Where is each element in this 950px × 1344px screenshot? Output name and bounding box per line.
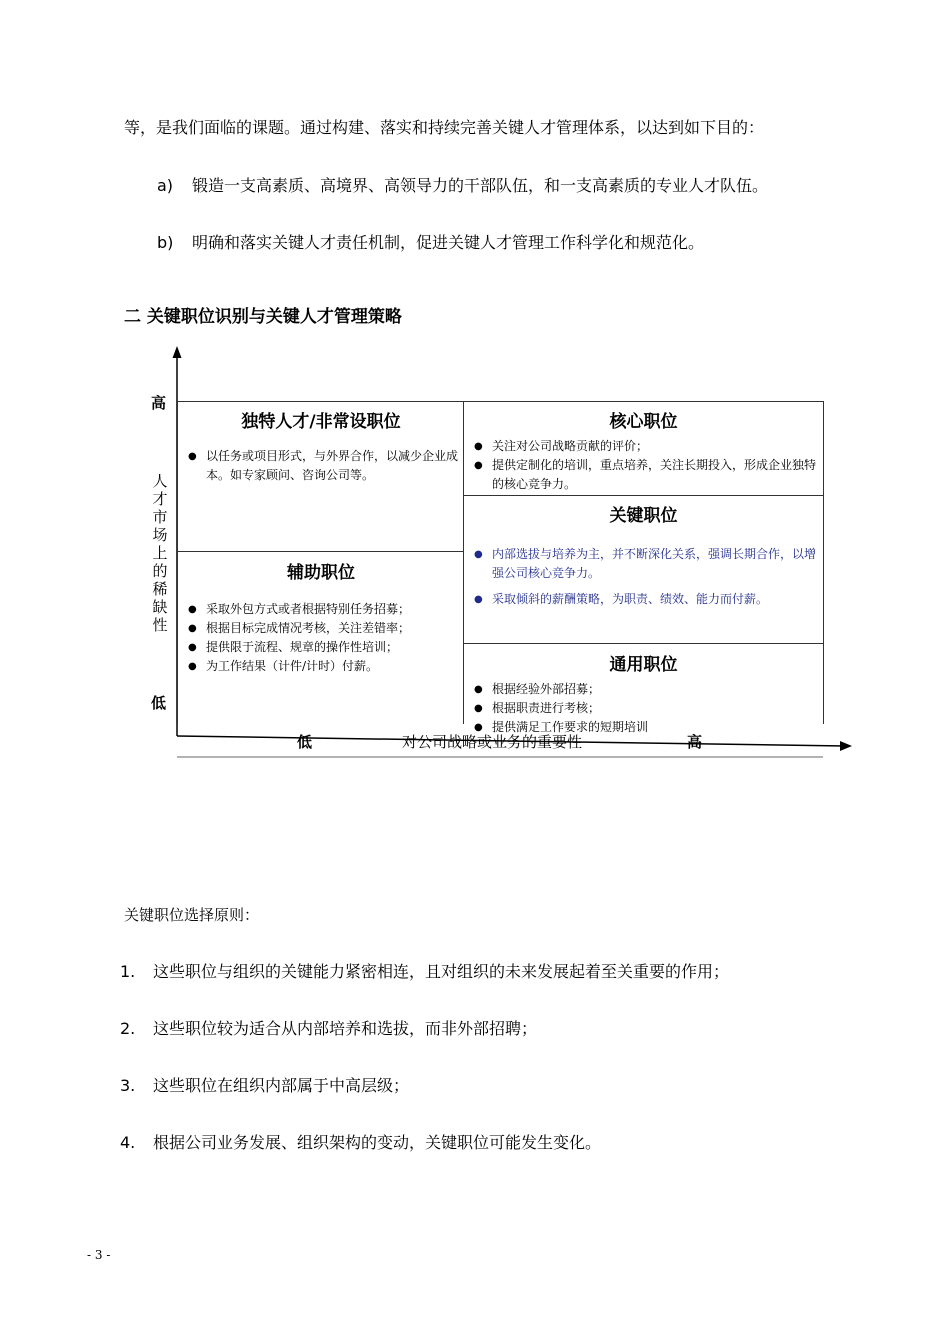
principles-title: 关键职位选择原则： (124, 906, 260, 924)
principle-1-text: 这些职位与组织的关键能力紧密相连，且对组织的未来发展起着至关重要的作用； (153, 962, 730, 981)
x-high-label: 高 (687, 733, 703, 751)
principle-1-num: 1. (120, 962, 136, 981)
y-high-label: 高 (151, 394, 167, 412)
cell-support-list (188, 600, 458, 676)
goal-b-text: 明确和落实关键人才责任机制，促进关键人才管理工作科学化和规范化。 (192, 233, 705, 252)
principle-2-text: 这些职位较为适合从内部培养和选拔，而非外部招聘； (153, 1019, 538, 1038)
section-heading: 二 关键职位识别与关键人才管理策略 (124, 307, 402, 327)
cell-support-title: 辅助职位 (287, 563, 355, 583)
y-axis-title: 人 才 市 场 上 的 稀 缺 性 (152, 472, 168, 634)
cell-unique-title: 独特人才/非常设职位 (241, 412, 401, 432)
x-axis-title: 对公司战略或业务的重要性 (402, 733, 583, 751)
cell-key-position (463, 495, 824, 645)
cell-key-title: 关键职位 (609, 506, 678, 526)
list-item: ● 根据职责进行考核； (474, 699, 819, 718)
cell-general-title: 通用职位 (609, 655, 678, 675)
list-item: ● 提供定制化的培训，重点培养，关注长期投入，形成企业独特的核心竞争力。 (474, 456, 819, 494)
goal-b-marker: b) (157, 233, 174, 252)
principle-2-num: 2. (120, 1019, 136, 1038)
cell-unique-talent (177, 401, 465, 553)
y-axis-arrow (173, 346, 182, 358)
cell-general-position (463, 643, 824, 734)
cell-unique-list (188, 447, 458, 485)
list-item: ● 提供满足工作要求的短期培训 (474, 718, 819, 737)
principle-3-num: 3. (120, 1076, 136, 1095)
page-number: - 3 - (87, 1248, 111, 1262)
cell-key-list (474, 545, 819, 609)
intro-paragraph: 等，是我们面临的课题。通过构建、落实和持续完善关键人才管理体系，以达到如下目的： (124, 118, 765, 137)
list-item: ● 内部选拔与培养为主，并不断深化关系，强调长期合作，以增强公司核心竞争力。 (474, 545, 819, 583)
cell-core-title: 核心职位 (609, 412, 678, 432)
x-axis-arrow (840, 741, 852, 751)
list-item: ● 以任务或项目形式，与外界合作，以减少企业成本。如专家顾问、咨询公司等。 (188, 447, 458, 485)
cell-core-list (474, 437, 819, 494)
principle-4-text: 根据公司业务发展、组织架构的变动，关键职位可能发生变化。 (153, 1133, 602, 1152)
list-item: ● 采取倾斜的薪酬策略，为职责、绩效、能力而付薪。 (474, 590, 819, 609)
cell-core-position (463, 401, 824, 497)
list-item: ● 为工作结果（计件/计时）付薪。 (188, 657, 458, 676)
list-item: ● 根据经验外部招募； (474, 680, 819, 699)
goal-a-text: 锻造一支高素质、高境界、高领导力的干部队伍，和一支高素质的专业人才队伍。 (192, 176, 769, 195)
x-low-label: 低 (297, 733, 313, 751)
y-low-label: 低 (151, 694, 167, 712)
list-item: ● 根据目标完成情况考核，关注差错率； (188, 619, 458, 638)
principle-3-text: 这些职位在组织内部属于中高层级； (153, 1076, 410, 1095)
list-item: ● 提供限于流程、规章的操作性培训； (188, 638, 458, 657)
goal-a-marker: a) (157, 176, 174, 195)
list-item: ● 关注对公司战略贡献的评价； (474, 437, 819, 456)
principle-4-num: 4. (120, 1133, 136, 1152)
cell-general-list (474, 680, 819, 737)
cell-support-position (177, 551, 465, 724)
list-item: ● 采取外包方式或者根据特别任务招募； (188, 600, 458, 619)
